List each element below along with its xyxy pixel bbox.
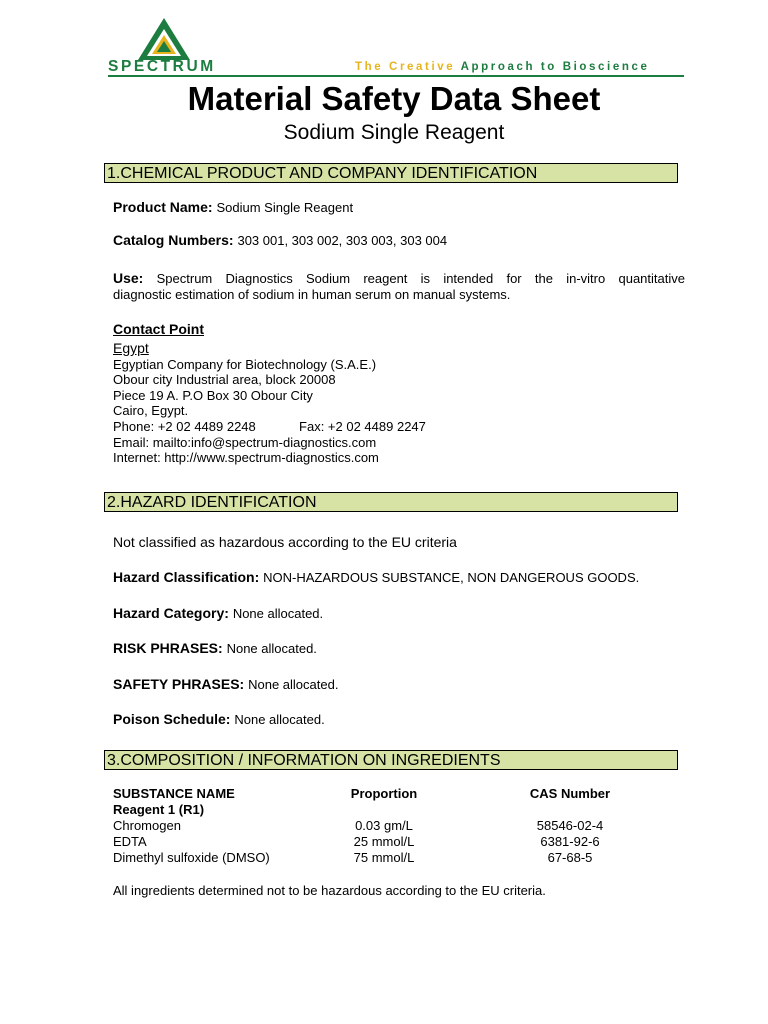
logo-wordmark: SPECTRUM bbox=[108, 58, 216, 75]
document-subtitle: Sodium Single Reagent bbox=[283, 121, 505, 144]
contact-email-link[interactable]: Email: mailto:info@spectrum-diagnostics.com bbox=[113, 434, 377, 450]
composition-footnote: All ingredients determined not to be hazardous according to the EU criteria. bbox=[113, 883, 546, 898]
use-label: Use: bbox=[113, 270, 144, 286]
table-column-proportion bbox=[324, 786, 444, 866]
contact-city: Cairo, Egypt. bbox=[113, 403, 189, 419]
poison-schedule-label: Poison Schedule: bbox=[113, 711, 231, 727]
product-name-row bbox=[113, 199, 353, 215]
risk-phrases-row bbox=[113, 640, 317, 656]
product-name-label: Product Name: bbox=[113, 199, 213, 215]
document-title: Material Safety Data Sheet bbox=[187, 80, 601, 117]
hazard-category-label: Hazard Category: bbox=[113, 605, 229, 621]
section-2-heading: 2.HAZARD IDENTIFICATION bbox=[104, 492, 678, 512]
safety-phrases-row bbox=[113, 676, 338, 692]
table-cell-proportion: 0.03 gm/L bbox=[355, 818, 413, 833]
risk-phrases-value: None allocated. bbox=[226, 641, 317, 656]
poison-schedule-value: None allocated. bbox=[234, 712, 325, 727]
hazard-classification-label: Hazard Classification: bbox=[113, 569, 260, 585]
table-header-cas: CAS Number bbox=[529, 786, 611, 801]
use-paragraph bbox=[113, 270, 685, 303]
risk-phrases-label: RISK PHRASES: bbox=[113, 640, 223, 656]
tagline-part-1: The Creative bbox=[355, 61, 456, 73]
contact-point-heading: Contact Point bbox=[113, 321, 204, 337]
contact-phone-fax-row bbox=[113, 419, 426, 435]
table-cell-name: Dimethyl sulfoxide (DMSO) bbox=[113, 850, 270, 865]
table-cell-cas: 6381-92-6 bbox=[540, 834, 600, 849]
hazard-category-row bbox=[113, 605, 323, 621]
contact-website-link[interactable]: Internet: http://www.spectrum-diagnostics.com bbox=[113, 450, 379, 466]
tagline bbox=[355, 61, 649, 73]
table-header-substance: SUBSTANCE NAME bbox=[113, 786, 235, 801]
contact-company: Egyptian Company for Biotechnology (S.A.E.) bbox=[113, 356, 377, 372]
poison-schedule-row bbox=[113, 711, 325, 727]
table-cell-proportion: 25 mmol/L bbox=[353, 834, 415, 849]
contact-country: Egypt bbox=[113, 340, 149, 356]
catalog-numbers-row bbox=[113, 232, 447, 248]
table-cell-cas: 58546-02-4 bbox=[536, 818, 604, 833]
section-3-heading: 3.COMPOSITION / INFORMATION ON INGREDIENTS bbox=[104, 750, 678, 770]
hazard-category-value: None allocated. bbox=[232, 606, 324, 621]
catalog-numbers-label: Catalog Numbers: bbox=[113, 232, 234, 248]
product-name-value: Sodium Single Reagent bbox=[216, 200, 354, 215]
contact-block bbox=[113, 341, 426, 466]
catalog-numbers-value: 303 001, 303 002, 303 003, 303 004 bbox=[237, 233, 448, 248]
table-cell-proportion: 75 mmol/L bbox=[353, 850, 415, 865]
contact-fax: Fax: +2 02 4489 2247 bbox=[299, 418, 426, 434]
table-column-substance bbox=[113, 786, 270, 866]
table-header-proportion: Proportion bbox=[350, 786, 418, 801]
use-text-line-2: diagnostic estimation of sodium in human serum on manual systems. bbox=[113, 287, 511, 302]
section-1-heading: 1.CHEMICAL PRODUCT AND COMPANY IDENTIFICATION bbox=[104, 163, 678, 183]
table-column-cas bbox=[510, 786, 630, 866]
hazard-classification-row bbox=[113, 569, 639, 585]
table-group-label: Reagent 1 (R1) bbox=[113, 802, 205, 817]
header-divider bbox=[108, 75, 684, 77]
contact-phone: Phone: +2 02 4489 2248 bbox=[113, 418, 256, 434]
tagline-part-2: Approach to Bioscience bbox=[460, 61, 650, 73]
table-cell-name: Chromogen bbox=[113, 818, 181, 833]
safety-phrases-value: None allocated. bbox=[248, 677, 339, 692]
table-cell-name: EDTA bbox=[113, 834, 147, 849]
spectrum-logo-icon bbox=[136, 16, 192, 62]
hazard-intro: Not classified as hazardous according to the EU criteria bbox=[113, 534, 457, 550]
use-text-line-1: Spectrum Diagnostics Sodium reagent is intended for the in-vitro quantitative bbox=[156, 271, 685, 286]
hazard-classification-value: NON-HAZARDOUS SUBSTANCE, NON DANGEROUS GOODS. bbox=[263, 570, 640, 585]
contact-address-2: Piece 19 A. P.O Box 30 Obour City bbox=[113, 387, 313, 403]
contact-address-1: Obour city Industrial area, block 20008 bbox=[113, 372, 336, 388]
table-cell-cas: 67-68-5 bbox=[547, 850, 593, 865]
safety-phrases-label: SAFETY PHRASES: bbox=[113, 676, 245, 692]
